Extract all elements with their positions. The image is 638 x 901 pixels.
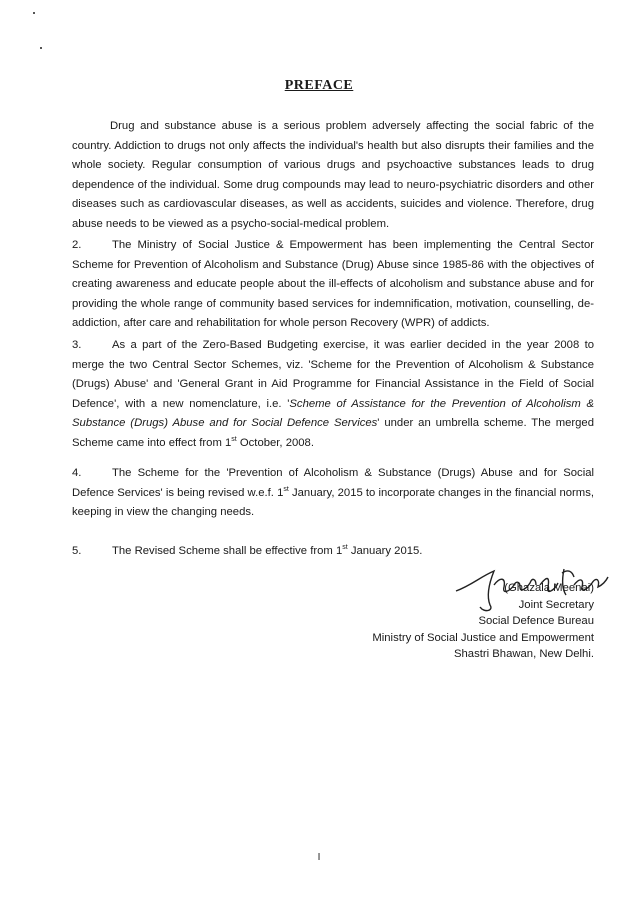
paragraph-number: 3. bbox=[72, 339, 82, 351]
paragraph-4 bbox=[72, 464, 594, 523]
paragraph-3-scheme-name: Scheme of Assistance for the Prevention of Alcoholism & Substance (Drugs) Abuse and for Social Defence Services bbox=[72, 397, 594, 429]
paragraph-1: Drug and substance abuse is a serious problem adversely affecting the social fabric of the country. Addiction to drugs not only affects the individual's health but also disrupts their families and the whole society. Regular consumption of various drugs and psychoactive substances leads to drug dependence of the individual. Some drug compounds may lead to neuro-psychiatric disorders and other diseases such as cardiovascular diseases, as well as accidents, suicides and violence. Therefore, drug abuse needs to be viewed as a psycho-social-medical problem. bbox=[72, 120, 594, 230]
paragraph-3-text-b: ' under an umbrella scheme. The merged Scheme came into effect from 1 bbox=[72, 417, 594, 449]
paragraph-4-text-b: January, 2015 to incorporate changes in the financial norms, keeping in view the changing needs. bbox=[72, 486, 594, 518]
paragraph-4-text-a: The Scheme for the 'Prevention of Alcoholism & Substance (Drugs) Abuse and for Social Defence Services' is being revised w.e.f. 1 bbox=[72, 467, 594, 499]
paragraph-number: 4. bbox=[72, 467, 82, 479]
paragraph-number: 2. bbox=[72, 239, 82, 251]
signatory-designation: Joint Secretary bbox=[518, 598, 594, 611]
ordinal-suffix: st bbox=[342, 544, 348, 552]
page-number: I bbox=[317, 852, 321, 863]
paragraph-5-text-b: January 2015. bbox=[347, 545, 423, 557]
paragraph-number: 5. bbox=[72, 545, 82, 557]
ordinal-suffix: st bbox=[283, 485, 289, 493]
ordinal-suffix: st bbox=[231, 435, 237, 443]
paragraph-2 bbox=[72, 236, 594, 334]
scan-speck bbox=[33, 12, 35, 14]
paragraph-3-text-a: As a part of the Zero-Based Budgeting exercise, it was earlier decided in the year 2008 to merge the two Central Sector Schemes, viz. 'Scheme for the Prevention of Alcoholism & Substance (Drugs) Abuse' and 'General Grant in Aid Programme for Financial Assistance in the Field of Social Defence', with a new nomenclature, i.e. ' bbox=[72, 339, 594, 410]
preface-title: PREFACE bbox=[284, 78, 354, 93]
paragraph-5-text-a: The Revised Scheme shall be effective from 1 bbox=[112, 545, 343, 557]
scan-speck bbox=[40, 47, 42, 49]
paragraph-2-text: The Ministry of Social Justice & Empowerment has been implementing the Central Sector Scheme for Prevention of Alcoholism and Substance (Drug) Abuse since 1985-86 with the objectives of creating awareness and educate people about the ill-effects of alcoholism and substance abuse and for providing the whole range of community based services for indemnification, motivation, counselling, de-addiction, after care and rehabilitation for whole person Recovery (WPR) of addicts. bbox=[72, 239, 594, 329]
signatory-name: (Ghazala Meenai) bbox=[504, 582, 594, 594]
paragraph-3 bbox=[72, 336, 594, 453]
signatory-address: Shastri Bhawan, New Delhi. bbox=[453, 648, 594, 660]
signatory-ministry: Ministry of Social Justice and Empowerment bbox=[372, 631, 594, 644]
signature-block bbox=[372, 560, 594, 663]
signatory-bureau: Social Defence Bureau bbox=[478, 615, 594, 627]
paragraph-3-text-c: October, 2008. bbox=[236, 436, 314, 449]
